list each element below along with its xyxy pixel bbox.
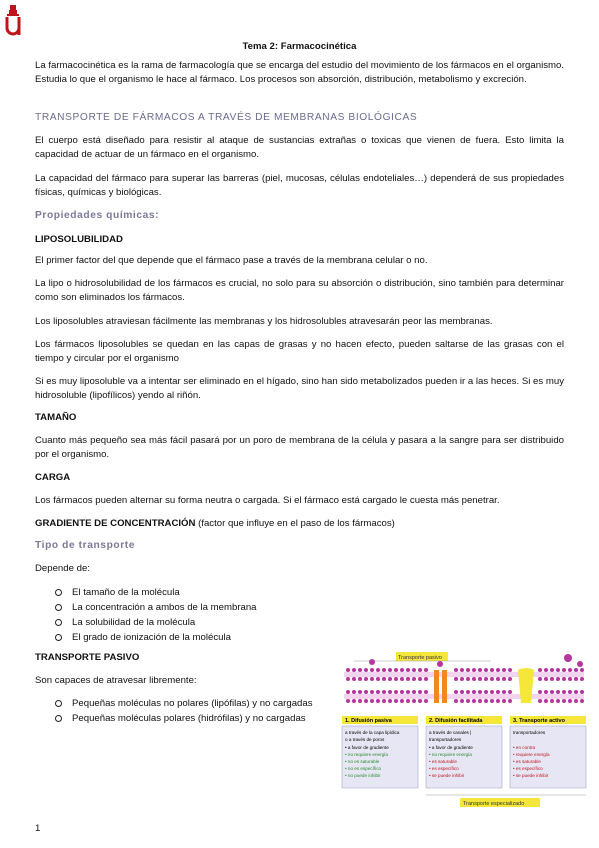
lipid-head	[568, 677, 572, 681]
lipid-head	[478, 668, 482, 672]
svg-text:transportadores: transportadores	[513, 730, 546, 735]
lipid-head	[478, 690, 482, 694]
lipid-head	[556, 668, 560, 672]
lipid-head	[556, 690, 560, 694]
svg-text:• no es específico: • no es específico	[345, 766, 382, 771]
transport-diagram	[336, 650, 588, 810]
lipid-head	[544, 699, 548, 703]
lipid-head	[478, 677, 482, 681]
passive-paragraph: Son capaces de atravesar libremente:	[35, 675, 197, 686]
lipid-head	[562, 668, 566, 672]
svg-text:a través de la capa lipídica: a través de la capa lipídica	[345, 730, 400, 735]
lipid-head	[400, 668, 404, 672]
lipid-head	[568, 668, 572, 672]
lipid-head	[454, 677, 458, 681]
svg-text:• a favor de gradiente: • a favor de gradiente	[429, 745, 473, 750]
lipid-head	[490, 690, 494, 694]
lipid-head	[490, 677, 494, 681]
university-logo	[5, 4, 21, 38]
svg-text:• es específico: • es específico	[429, 766, 459, 771]
properties-heading: Propiedades químicas:	[35, 210, 160, 221]
channel-left	[434, 670, 439, 703]
lipid-head	[544, 668, 548, 672]
lipid-head	[412, 677, 416, 681]
lipo-paragraph-5: Si es muy liposoluble va a intentar ser eliminado en el hígado, sino han sido metabolizados pueden ir a las heces. Si es muy hidrosoluble (lipofílicos) yendo al riñón.	[35, 376, 564, 401]
lipid-head	[358, 690, 362, 694]
lipid-head	[538, 668, 542, 672]
lipid-head	[484, 668, 488, 672]
gradient-line	[35, 517, 564, 531]
section-heading-transport: TRANSPORTE DE FÁRMACOS A TRAVÉS DE MEMBRANAS BIOLÓGICAS	[35, 112, 418, 123]
lipid-head	[574, 699, 578, 703]
lipid-head	[550, 668, 554, 672]
lipid-head	[562, 690, 566, 694]
lipid-head	[394, 668, 398, 672]
membrane-bilayers	[344, 668, 584, 703]
lipid-head	[568, 699, 572, 703]
lipid-head	[394, 690, 398, 694]
lipid-head	[376, 677, 380, 681]
lipid-head	[358, 677, 362, 681]
intro-paragraph: La farmacocinética es la rama de farmacología que se encarga del estudio del movimiento de los fármacos en el organismo. Estudia lo que el organismo le hace al fármaco. Los procesos son absorción, distribución, metabolismo y excreción.	[35, 60, 564, 85]
list-item: La concentración a ambos de la membrana	[55, 600, 355, 615]
lipid-head	[574, 690, 578, 694]
section1-paragraph-2: La capacidad del fármaco para superar las barreras (piel, mucosas, células endoteliales…) dependerá de sus propiedades físicas, químicas y biológicas.	[35, 173, 564, 198]
bottom-label: Transporte especializado	[463, 801, 525, 807]
lipid-head	[346, 699, 350, 703]
list-item: El tamaño de la molécula	[55, 585, 355, 600]
lipid-head	[418, 690, 422, 694]
lipid-head	[352, 677, 356, 681]
lipid-head	[472, 668, 476, 672]
lipid-head	[502, 668, 506, 672]
lipid-head	[370, 690, 374, 694]
lipid-head	[406, 668, 410, 672]
lipid-head	[502, 699, 506, 703]
lipid-head	[406, 690, 410, 694]
section1-paragraph-1: El cuerpo está diseñado para resistir al ataque de sustancias extrañas o toxicas que vienen de fuera. Esto limita la capacidad de actuar de un fármaco en el organismo.	[35, 135, 564, 160]
lipid-head	[382, 677, 386, 681]
lipid-head	[364, 668, 368, 672]
lipid-head	[364, 690, 368, 694]
lipid-head	[490, 699, 494, 703]
lipid-head	[550, 677, 554, 681]
svg-text:1. Difusión pasiva: 1. Difusión pasiva	[345, 718, 392, 724]
lipid-head	[388, 690, 392, 694]
lipid-head	[502, 677, 506, 681]
lipid-head	[388, 699, 392, 703]
lipid-head	[496, 668, 500, 672]
size-heading: TAMAÑO	[35, 412, 77, 423]
size-paragraph: Cuanto más pequeño sea más fácil pasará por un poro de membrana de la célula y pasara a la sangre para ser distribuido por el organismo.	[35, 435, 564, 460]
lipo-heading: LIPOSOLUBILIDAD	[35, 234, 123, 245]
lipid-head	[352, 668, 356, 672]
lipid-head	[358, 699, 362, 703]
lipid-head	[460, 677, 464, 681]
svg-text:• se puede inhibir: • se puede inhibir	[513, 773, 549, 778]
lipid-head	[424, 699, 428, 703]
lipid-head	[370, 668, 374, 672]
lipid-head	[550, 690, 554, 694]
lipid-head	[376, 668, 380, 672]
top-label: Transporte pasivo	[398, 655, 442, 661]
lipid-head	[496, 690, 500, 694]
lipid-head	[394, 699, 398, 703]
lipid-head	[382, 690, 386, 694]
svg-text:• es saturable: • es saturable	[513, 759, 541, 764]
box-active-transport	[510, 716, 586, 788]
lipid-head	[364, 677, 368, 681]
lipo-paragraph-3: Los liposolubles atraviesan fácilmente las membranas y los hidrosolubles atravesarán peor las membranas.	[35, 316, 493, 327]
list-item: Pequeñas moléculas no polares (lipófilas) y no cargadas	[55, 696, 355, 711]
lipid-head	[484, 699, 488, 703]
lipid-head	[490, 668, 494, 672]
lipid-head	[538, 677, 542, 681]
lipid-head	[418, 677, 422, 681]
svg-text:• no puede inhibir: • no puede inhibir	[345, 773, 381, 778]
lipid-head	[544, 690, 548, 694]
lipid-head	[454, 668, 458, 672]
svg-text:• requiere energía: • requiere energía	[513, 752, 550, 757]
lipid-head	[352, 690, 356, 694]
charge-paragraph: Los fármacos pueden alternar su forma neutra o cargada. Si el fármaco está cargado le cuesta más penetrar.	[35, 495, 500, 506]
lipid-head	[544, 677, 548, 681]
lipid-head	[466, 668, 470, 672]
list-item: La solubilidad de la molécula	[55, 615, 355, 630]
lipid-head	[394, 677, 398, 681]
lipid-head	[454, 690, 458, 694]
lipid-head	[472, 699, 476, 703]
lipid-head	[406, 677, 410, 681]
lipid-head	[502, 690, 506, 694]
lipid-head	[556, 699, 560, 703]
svg-text:• en contra: • en contra	[513, 745, 536, 750]
lipid-head	[472, 690, 476, 694]
lipid-head	[388, 677, 392, 681]
lipid-head	[424, 668, 428, 672]
box-passive-diffusion	[342, 716, 418, 788]
lipid-head	[574, 668, 578, 672]
lipid-head	[370, 677, 374, 681]
lipid-head	[580, 690, 584, 694]
lipid-head	[412, 668, 416, 672]
lipid-head	[406, 699, 410, 703]
lipid-head	[466, 699, 470, 703]
lipid-head	[418, 699, 422, 703]
page-number: 1	[35, 823, 41, 834]
lipid-head	[484, 677, 488, 681]
lipid-head	[400, 699, 404, 703]
lipid-head	[388, 668, 392, 672]
lipo-paragraph-1: El primer factor del que depende que el fármaco pase a través de la membrana celular o no.	[35, 255, 428, 266]
svg-text:o a través de poros: o a través de poros	[345, 737, 385, 742]
passive-list	[55, 696, 355, 726]
gradient-note: (factor que influye en el paso de los fármacos)	[195, 518, 395, 529]
lipid-head	[370, 699, 374, 703]
channel-right	[442, 670, 447, 703]
lipid-head	[496, 677, 500, 681]
lipid-head	[346, 677, 350, 681]
svg-text:• no requiere energía: • no requiere energía	[429, 752, 472, 757]
lipid-head	[418, 668, 422, 672]
svg-text:transportadores: transportadores	[429, 737, 462, 742]
lipid-head	[400, 677, 404, 681]
passive-heading: TRANSPORTE PASIVO	[35, 652, 140, 663]
lipid-head	[538, 690, 542, 694]
lipid-head	[352, 699, 356, 703]
lipid-head	[538, 699, 542, 703]
charge-heading: CARGA	[35, 472, 71, 483]
lipid-head	[580, 677, 584, 681]
lipid-head	[376, 699, 380, 703]
document-title: Tema 2: Farmacocinética	[242, 41, 357, 52]
lipid-head	[424, 677, 428, 681]
lipid-head	[562, 699, 566, 703]
lipid-head	[580, 668, 584, 672]
svg-text:2. Difusión facilitada: 2. Difusión facilitada	[429, 718, 483, 724]
list-item: El grado de ionización de la molécula	[55, 630, 355, 645]
lipo-paragraph-2: La lipo o hidrosolubilidad de los fármacos es crucial, no solo para su absorción o distribución, sino también para determinar como son eliminados los fármacos.	[35, 278, 564, 303]
lipid-head	[562, 677, 566, 681]
lipid-head	[382, 699, 386, 703]
lipid-head	[508, 677, 512, 681]
svg-text:3. Transporte activo: 3. Transporte activo	[513, 718, 565, 724]
svg-text:• no requiere energía: • no requiere energía	[345, 752, 388, 757]
lipid-head	[382, 668, 386, 672]
svg-text:• se puede inhibir: • se puede inhibir	[429, 773, 465, 778]
box-facilitated-diffusion	[426, 716, 502, 788]
lipid-head	[400, 690, 404, 694]
lipid-head	[550, 699, 554, 703]
lipid-head	[568, 690, 572, 694]
depends-label: Depende de:	[35, 563, 90, 574]
lipid-head	[472, 677, 476, 681]
lipid-head	[460, 699, 464, 703]
lipid-head	[364, 699, 368, 703]
lipid-head	[580, 699, 584, 703]
lipid-head	[484, 690, 488, 694]
lipid-head	[508, 690, 512, 694]
lipid-head	[412, 699, 416, 703]
lipid-head	[460, 668, 464, 672]
lipid-head	[466, 690, 470, 694]
lipid-head	[376, 690, 380, 694]
lipid-head	[412, 690, 416, 694]
lipid-head	[358, 668, 362, 672]
lipid-head	[454, 699, 458, 703]
lipid-head	[574, 677, 578, 681]
lipid-head	[346, 668, 350, 672]
lipid-head	[478, 699, 482, 703]
svg-text:• no es saturable: • no es saturable	[345, 759, 380, 764]
lipid-head	[460, 690, 464, 694]
lipid-head	[508, 699, 512, 703]
lipid-head	[466, 677, 470, 681]
lipid-head	[496, 699, 500, 703]
lipid-head	[424, 690, 428, 694]
transport-type-heading: Tipo de transporte	[35, 540, 136, 551]
svg-text:• a favor de gradiente: • a favor de gradiente	[345, 745, 389, 750]
lipid-head	[346, 690, 350, 694]
list-item: Pequeñas moléculas polares (hidrófilas) y no cargadas	[55, 711, 355, 726]
lipo-paragraph-4: Los fármacos liposolubles se quedan en las capas de grasas y no hacen efecto, pueden saltarse de las grasas con el tiempo y circular por el organismo	[35, 339, 564, 364]
svg-text:a través de canales |: a través de canales |	[429, 730, 472, 735]
gradient-heading: GRADIENTE DE CONCENTRACIÓN	[35, 518, 196, 529]
svg-text:• es específico: • es específico	[513, 766, 543, 771]
depends-list	[55, 585, 355, 645]
svg-text:• es saturable: • es saturable	[429, 759, 457, 764]
lipid-head	[556, 677, 560, 681]
lipid-head	[508, 668, 512, 672]
